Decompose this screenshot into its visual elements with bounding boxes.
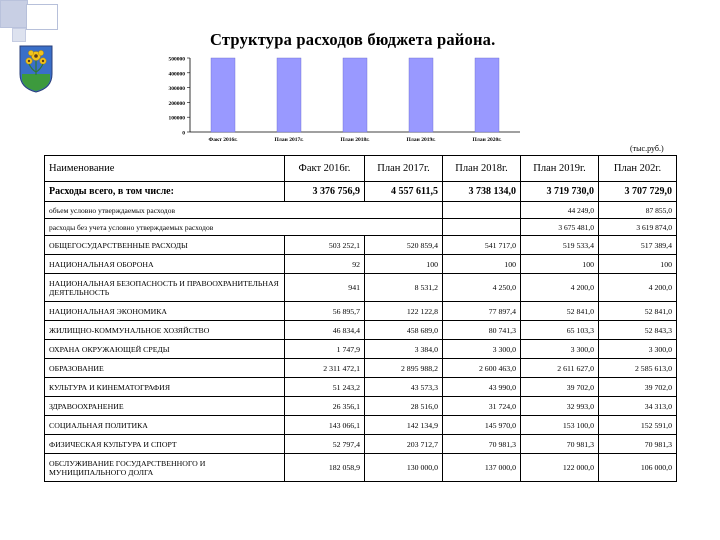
row-value: 941 [285,274,365,302]
row-value: 1 747,9 [285,340,365,359]
x-tick-label: План 2018г. [340,137,370,143]
row-value: 56 895,7 [285,302,365,321]
row-value: 503 252,1 [285,236,365,255]
y-tick-label: 0 [182,130,185,137]
bar [475,58,499,132]
row-name: ФИЗИЧЕСКАЯ КУЛЬТУРА И СПОРТ [45,435,285,454]
y-tick-label: 400000 [168,71,185,78]
row-value: 541 717,0 [443,236,521,255]
conditional-value: 87 855,0 [599,202,677,219]
row-value: 2 611 627,0 [521,359,599,378]
row-value: 26 356,1 [285,397,365,416]
row-value: 2 311 472,1 [285,359,365,378]
bar [409,58,433,132]
total-value: 3 376 756,9 [285,182,365,202]
row-value: 152 591,0 [599,416,677,435]
row-value: 39 702,0 [599,378,677,397]
row-name: СОЦИАЛЬНАЯ ПОЛИТИКА [45,416,285,435]
row-value: 39 702,0 [521,378,599,397]
table-row [45,397,677,416]
row-value: 4 200,0 [599,274,677,302]
row-value: 517 389,4 [599,236,677,255]
row-name: НАЦИОНАЛЬНАЯ БЕЗОПАСНОСТЬ И ПРАВООХРАНИТЕЛЬНАЯ ДЕЯТЕЛЬНОСТЬ [45,274,285,302]
row-value: 100 [599,255,677,274]
row-value: 70 981,3 [443,435,521,454]
without-conditional-value: 3 675 481,0 [521,219,599,236]
x-tick-label: План 2017г. [274,137,304,143]
without-conditional-value: 3 619 874,0 [599,219,677,236]
row-value: 142 134,9 [365,416,443,435]
row-value: 145 970,0 [443,416,521,435]
row-value: 2 600 463,0 [443,359,521,378]
x-tick-label: План 2020г. [472,137,502,143]
row-value: 3 300,0 [599,340,677,359]
total-value: 3 707 729,0 [599,182,677,202]
row-value: 34 313,0 [599,397,677,416]
row-value: 3 300,0 [521,340,599,359]
row-value: 100 [521,255,599,274]
bar [211,58,235,132]
row-name: НАЦИОНАЛЬНАЯ ЭКОНОМИКА [45,302,285,321]
row-value: 43 573,3 [365,378,443,397]
row-value: 153 100,0 [521,416,599,435]
row-value: 43 990,0 [443,378,521,397]
row-value: 32 993,0 [521,397,599,416]
budget-table [44,155,677,482]
table-row [45,435,677,454]
table-row [45,340,677,359]
row-name: НАЦИОНАЛЬНАЯ ОБОРОНА [45,255,285,274]
total-value: 3 738 134,0 [443,182,521,202]
row-name: ОБСЛУЖИВАНИЕ ГОСУДАРСТВЕННОГО И МУНИЦИПАЛЬНОГО ДОЛГА [45,454,285,482]
conditional-row [45,202,677,219]
conditional-name: объем условно утверждаемых расходов [45,202,365,219]
row-value: 46 834,4 [285,321,365,340]
units-label: (тыс.руб.) [630,144,664,153]
total-row [45,182,677,202]
row-value: 52 797,4 [285,435,365,454]
coat-of-arms-icon [18,44,54,94]
without-conditional-name: расходы без учета условно утверждаемых расходов [45,219,365,236]
row-value: 52 841,0 [521,302,599,321]
without-conditional-row [45,219,677,236]
row-name: ЗДРАВООХРАНЕНИЕ [45,397,285,416]
row-value: 520 859,4 [365,236,443,255]
row-name: КУЛЬТУРА И КИНЕМАТОГРАФИЯ [45,378,285,397]
row-value: 70 981,3 [599,435,677,454]
row-value: 52 843,3 [599,321,677,340]
row-name: ОБЩЕГОСУДАРСТВЕННЫЕ РАСХОДЫ [45,236,285,255]
total-value: 3 719 730,0 [521,182,599,202]
header-col-2: План 2018г. [443,156,521,182]
row-value: 51 243,2 [285,378,365,397]
row-value: 4 250,0 [443,274,521,302]
table-row [45,321,677,340]
row-name: ОХРАНА ОКРУЖАЮЩЕЙ СРЕДЫ [45,340,285,359]
table-row [45,454,677,482]
y-tick-label: 300000 [168,86,185,93]
budget-bar-chart [150,52,530,152]
row-value: 28 516,0 [365,397,443,416]
y-tick-label: 500000 [168,56,185,63]
table-row [45,378,677,397]
header-col-0: Факт 2016г. [285,156,365,182]
table-row [45,359,677,378]
row-value: 77 897,4 [443,302,521,321]
row-value: 65 103,3 [521,321,599,340]
chart-svg [150,52,530,152]
x-tick-label: План 2019г. [406,137,436,143]
row-value: 182 058,9 [285,454,365,482]
header-col-3: План 2019г. [521,156,599,182]
row-value: 2 895 988,2 [365,359,443,378]
total-name: Расходы всего, в том числе: [45,182,285,202]
y-tick-label: 200000 [168,100,185,107]
x-tick-label: Факт 2016г. [208,137,238,143]
table-row [45,236,677,255]
page-title: Структура расходов бюджета района. [210,30,496,49]
row-value: 4 200,0 [521,274,599,302]
row-value: 122 000,0 [521,454,599,482]
row-name: ЖИЛИЩНО-КОММУНАЛЬНОЕ ХОЗЯЙСТВО [45,321,285,340]
row-value: 100 [365,255,443,274]
row-value: 92 [285,255,365,274]
row-value: 3 300,0 [443,340,521,359]
header-col-1: План 2017г. [365,156,443,182]
total-value: 4 557 611,5 [365,182,443,202]
row-value: 203 712,7 [365,435,443,454]
row-value: 100 [443,255,521,274]
bar [343,58,367,132]
header-name: Наименование [45,156,285,182]
row-value: 137 000,0 [443,454,521,482]
table-header-row [45,156,677,182]
table-row [45,302,677,321]
row-value: 80 741,3 [443,321,521,340]
row-name: ОБРАЗОВАНИЕ [45,359,285,378]
table-row [45,416,677,435]
header-col-4: План 202г. [599,156,677,182]
row-value: 143 066,1 [285,416,365,435]
row-value: 458 689,0 [365,321,443,340]
table-row [45,255,677,274]
row-value: 519 533,4 [521,236,599,255]
row-value: 3 384,0 [365,340,443,359]
row-value: 8 531,2 [365,274,443,302]
table-row [45,274,677,302]
row-value: 31 724,0 [443,397,521,416]
row-value: 106 000,0 [599,454,677,482]
row-value: 2 585 613,0 [599,359,677,378]
row-value: 122 122,8 [365,302,443,321]
bar [277,58,301,132]
conditional-value: 44 249,0 [521,202,599,219]
row-value: 70 981,3 [521,435,599,454]
row-value: 130 000,0 [365,454,443,482]
y-tick-label: 100000 [168,115,185,122]
row-value: 52 841,0 [599,302,677,321]
